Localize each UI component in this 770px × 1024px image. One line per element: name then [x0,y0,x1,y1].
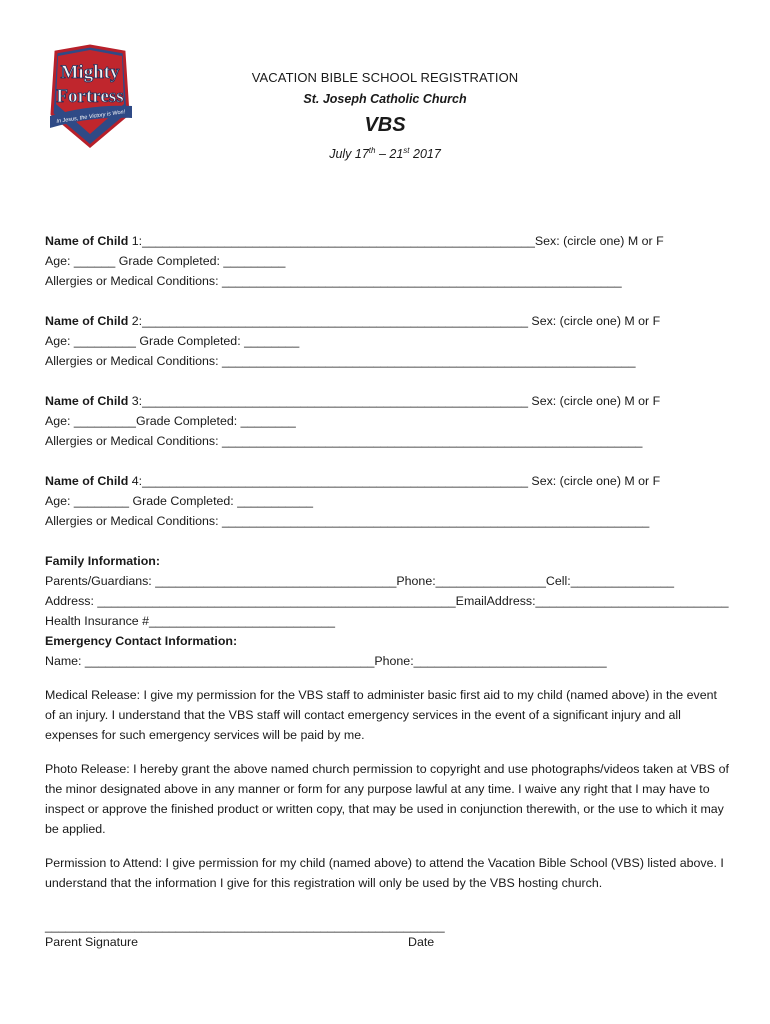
parent-signature-line[interactable]: __________________________________________________________ [45,919,445,933]
child-1-allergies-field[interactable]: Allergies or Medical Conditions: __________________________________________________________ [45,274,622,288]
child-2-allergies-field[interactable]: Allergies or Medical Conditions: ____________________________________________________________ [45,354,636,368]
svg-text:In Jesus, the Victory is Won!: In Jesus, the Victory is Won! [56,109,126,125]
emergency-contact-field[interactable]: Name: __________________________________________Phone:____________________________ [45,654,607,668]
form-title: VACATION BIBLE SCHOOL REGISTRATION [251,70,519,85]
program-dates: July 17th – 21st 2017 [329,146,441,162]
church-name: St. Joseph Catholic Church [303,92,467,106]
parent-signature-label: Parent Signature [45,935,138,949]
family-info-heading: Family Information: [45,554,160,568]
child-3-allergies-field[interactable]: Allergies or Medical Conditions: _____________________________________________________________ [45,434,643,448]
svg-text:Fortress: Fortress [56,86,124,107]
permission-to-attend-text: Permission to Attend: I give permission for my child (named above) to attend the Vacation Bible School (VBS) listed above. I understand that the information I give for this registration will only be used by the VBS hosting church. [45,856,724,890]
child-2-name-field[interactable]: Name of Child 2:________________________________________________________ Sex: (circle one) M or F [45,314,661,328]
child-1-age-field[interactable]: Age: ______ Grade Completed: _________ [45,254,286,268]
health-insurance-field[interactable]: Health Insurance #___________________________ [45,614,336,628]
emergency-contact-heading: Emergency Contact Information: [45,634,238,648]
child-2-age-field[interactable]: Age: _________ Grade Completed: ________ [45,334,300,348]
child-3-name-field[interactable]: Name of Child 3:________________________________________________________ Sex: (circle one) M or F [45,394,661,408]
child-3-age-field[interactable]: Age: _________Grade Completed: ________ [45,414,296,428]
child-4-age-field[interactable]: Age: ________ Grade Completed: ___________ [45,494,313,508]
date-label: Date [408,935,435,949]
parents-phone-cell-field[interactable]: Parents/Guardians: ___________________________________Phone:________________Cell:_______________ [45,574,675,588]
program-name: VBS [364,114,406,136]
medical-release-text: Medical Release: I give my permission for the VBS staff to administer basic first aid to my child (named above) in the event of an injury. I understand that the VBS staff will contact emergency services in the event of a significant injury and all expenses for such emergency services will be paid by me. [45,688,717,742]
child-4-allergies-field[interactable]: Allergies or Medical Conditions: ______________________________________________________________ [45,514,650,528]
child-1-name-field[interactable]: Name of Child 1:_________________________________________________________Sex: (circle one) M or F [45,234,664,248]
address-email-field[interactable]: Address: ____________________________________________________EmailAddress:____________________________ [45,594,729,608]
child-4-name-field[interactable]: Name of Child 4:________________________________________________________ Sex: (circle one) M or F [45,474,661,488]
svg-text:Mighty: Mighty [60,62,120,83]
photo-release-text: Photo Release: I hereby grant the above named church permission to copyright and use photographs/videos taken at VBS of the minor designated above in any manner or form for any purpose lawful at any time. I waive any right that I may have to inspect or approve the finished product or written copy, that may be used in conjunction therewith, or the use to which it may be applied. [45,762,729,836]
